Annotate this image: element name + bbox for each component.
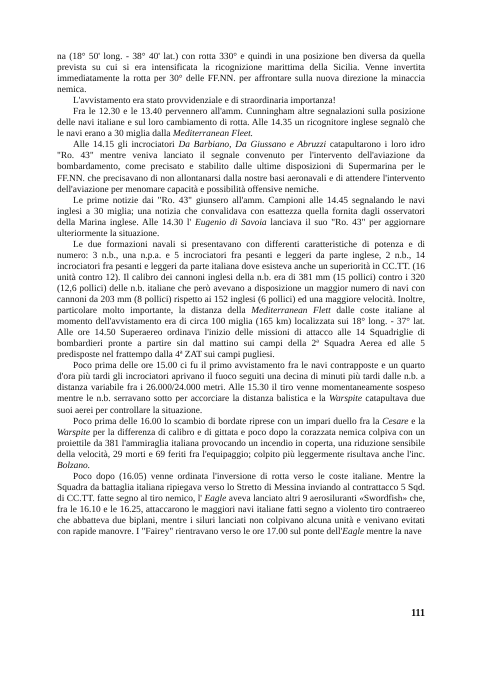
paragraph-p3 xyxy=(57,107,425,140)
text-run: aveva lanciato altri 9 aerosiluranti «Swordfish» che, fra le 16.10 e le 16.25, attaccarono le maggiori navi italiane fatti segno a violento tiro contraereo che abbatteva due biplani, mentre i siluri lanciati non colpivano alcuna unità e venivano evitati con rapide manovre. I "Fairey" rientravano verso le ore 17.00 sul ponte dell' xyxy=(57,493,425,538)
text-run: mentre la nave xyxy=(364,527,422,538)
text-run: catapultava due suoi aerei per controllare la situazione. xyxy=(57,394,425,416)
text-run: Le due formazioni navali si presentavano con differenti caratteristiche di potenza e di numero: 3 n.b., una n.p.a. e 5 incrociatori fra pesanti e leggeri da parte inglese, 2 n.b., 14 incrociatori fra pesanti e leggeri da parte italiana dove esisteva anche un superiorità in CC.TT. (16 unità contro 12). Il calibro dei cannoni inglesi della n.b. era di 381 mm (15 pollici) contro i 320 (12,6 pollici) delle n.b. italiane che però avevano a disposizione un maggior numero di navi con cannoni da 203 mm (8 pollici) rispetto ai 152 inglesi (6 pollici) ed una maggiore velocità. Inoltre, particolare molto importante, la distanza della xyxy=(57,239,425,317)
text-run: Alle 14.15 gli incrociatori xyxy=(73,140,179,151)
paragraph-p9 xyxy=(57,472,425,538)
page-number: 111 xyxy=(411,608,425,619)
paragraph-p8 xyxy=(57,417,425,472)
italic-text: Eagle xyxy=(204,493,227,504)
text-run: Poco dopo (16.05) venne ordinata l'inversione di rotta verso le coste italiane. Mentre la Squadra da battaglia italiana ripiegava verso lo Stretto di Messina inviando al contrattacco 5 Sqd. di CC.TT. fatte segno al tiro nemico, l' xyxy=(57,471,425,504)
italic-text: Warspite xyxy=(329,394,363,405)
italic-text: Warspite xyxy=(57,427,90,438)
paragraph-p2 xyxy=(57,96,425,107)
text-run: L'avvistamento era stato provvidenziale e di straordinaria importanza! xyxy=(73,96,336,107)
text-run: catapultarono i loro idro "Ro. 43" mentre veniva lanciato il segnale convenuto per l'intervento dell'aviazione da bombardamento, come precisato e stabilito dalle ultime disposizioni di Supermarina per le FF.NN. che precisavano di non allontanarsi dalla nostre basi aeronavali e di attendere l'intervento dell'aviazione per menomare capacità e possibilità offensive nemiche. xyxy=(57,140,426,195)
document-body xyxy=(57,52,425,538)
paragraph-p5 xyxy=(57,196,425,240)
text-run: na (18° 50' long. - 38° 40' lat.) con rotta 330° e quindi in una posizione ben diversa da quella prevista su cui si era intensificata la ricognizione marittima della Sicilia. Venne invertita immediatamente la rotta per 30° delle FF.NN. per affrontare sulla nuova direzione la minaccia nemica. xyxy=(57,52,425,96)
text-run: per la differenza di calibro e di gittata e poco dopo la corazzata nemica colpiva con un proiettile da 381 l'ammiraglia italiana provocando un incendio in coperta, una riduzione sensibile della velocità, 29 morti e 69 feriti fra l'equipaggio; colpito più leggermente risultava anche l'inc. xyxy=(57,427,425,460)
text-run: dalle coste italiane al momento dell'avvistamento era di circa 100 miglia (165 km) localizzata sui 18° long. - 37° lat. Alle ore 14.50 Superaereo ordinava l'inizio delle missioni di attacco alle 14 Squadriglie di bombardieri pronte a partire sin dal mattino sui campi della 2ª Squadra Aerea ed alle 5 predisposte nel frattempo dalla 4ª ZAT sui campi pugliesi. xyxy=(57,306,425,361)
italic-text: Eagle xyxy=(342,527,365,538)
italic-text: Da Barbiano, Da Giussano e Abruzzi xyxy=(178,140,327,151)
italic-text: Mediterranean Fleet. xyxy=(172,129,254,140)
italic-text: Mediterranean Flett xyxy=(251,306,331,317)
text-run: Le prime notizie dai "Ro. 43" giunsero all'amm. Campioni alle 14.45 segnalando le navi inglesi a 30 miglia; una notizia che convalidava con esattezza quella fornita dagli osservatori della Marina inglese. Alle 14.30 l' xyxy=(57,195,425,228)
text-run: e la xyxy=(408,416,425,427)
paragraph-p1 xyxy=(57,52,425,96)
text-run: Poco prima delle ore 15.00 ci fu il primo avvistamento fra le navi contrapposte e un quarto d'ora più tardi gli incrociatori aprivano il fuoco seguiti una decina di minuti più tardi dalle n.b. a distanza variabile fra i 26.000/24.000 metri. Alle 15.30 il tiro venne momentaneamente sospeso mentre le n.b. serravano sotto per accorciare la distanza balistica e la xyxy=(57,361,425,405)
italic-text: Eugenio di Savoia xyxy=(194,217,267,228)
italic-text: Cesare xyxy=(382,416,409,427)
italic-text: Bolzano. xyxy=(57,460,91,471)
paragraph-p7 xyxy=(57,361,425,416)
paragraph-p6 xyxy=(57,240,425,362)
text-run: lanciava il suo "Ro. 43" per aggiornare ulteriormente la situazione. xyxy=(57,217,425,239)
paragraph-p4 xyxy=(57,140,425,195)
text-run: Fra le 12.30 e le 13.40 pervennero all'amm. Cunningham altre segnalazioni sulla posizione delle navi italiane e sul loro cambiamento di rotta. Alle 14.35 un ricognitore inglese segnalò che le navi erano a 30 miglia dalla xyxy=(57,107,425,140)
text-run: Poco prima delle 16.00 lo scambio di bordate riprese con un impari duello fra la xyxy=(73,416,383,427)
